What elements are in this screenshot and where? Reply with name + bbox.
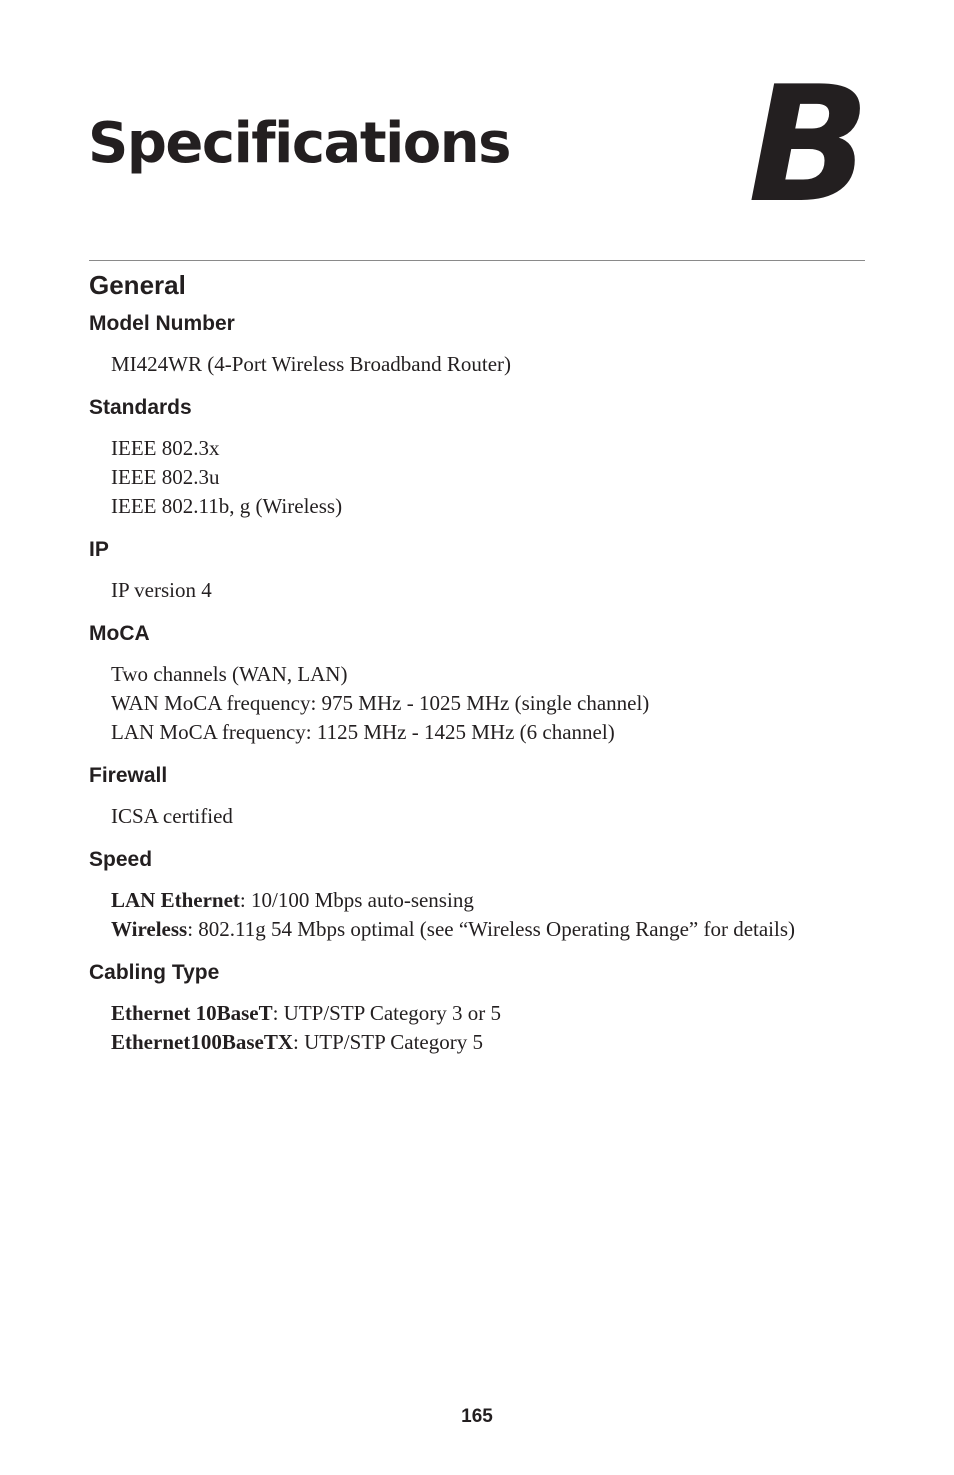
section-title: General	[89, 270, 186, 300]
spec-lines	[111, 802, 865, 831]
spec-firewall	[89, 762, 865, 831]
header-divider	[89, 260, 865, 261]
spec-heading: MoCA	[89, 622, 150, 645]
page-content	[89, 268, 865, 1072]
spec-term: LAN Ethernet	[111, 888, 240, 912]
spec-line: IEEE 802.3u	[111, 465, 220, 489]
spec-ip	[89, 536, 865, 605]
spec-line	[111, 999, 865, 1028]
spec-term: Wireless	[111, 917, 188, 941]
spec-line: IP version 4	[111, 578, 212, 602]
spec-detail: : UTP/STP Category 3 or 5	[272, 1001, 502, 1025]
chapter-letter: B	[748, 51, 866, 238]
spec-standards	[89, 394, 865, 521]
spec-line	[111, 886, 865, 915]
spec-lines	[111, 886, 865, 944]
spec-lines	[111, 576, 865, 605]
spec-detail: : UTP/STP Category 5	[293, 1030, 483, 1054]
chapter-title: Specifications	[88, 111, 510, 176]
spec-lines	[111, 660, 865, 747]
spec-moca	[89, 620, 865, 747]
spec-line: LAN MoCA frequency: 1125 MHz - 1425 MHz (6 channel)	[111, 720, 615, 744]
spec-line	[111, 915, 865, 944]
spec-heading: Cabling Type	[89, 961, 220, 984]
spec-heading: Model Number	[89, 312, 235, 335]
spec-line: ICSA certified	[111, 804, 233, 828]
spec-detail: : 10/100 Mbps auto-sensing	[239, 888, 474, 912]
spec-cabling-type	[89, 959, 865, 1057]
spec-lines	[111, 999, 865, 1057]
spec-line	[111, 1028, 865, 1057]
spec-heading: Speed	[89, 848, 153, 871]
spec-lines	[111, 434, 865, 521]
spec-detail: : 802.11g 54 Mbps optimal (see “Wireless Operating Range” for details)	[187, 917, 796, 941]
spec-line: Two channels (WAN, LAN)	[111, 662, 348, 686]
spec-heading: Standards	[89, 396, 192, 419]
spec-line: IEEE 802.3x	[111, 436, 220, 460]
spec-heading: Firewall	[89, 764, 168, 787]
spec-model-number	[89, 310, 865, 379]
spec-term: Ethernet100BaseTX	[111, 1030, 293, 1054]
spec-heading: IP	[89, 538, 109, 561]
spec-speed	[89, 846, 865, 944]
spec-term: Ethernet 10BaseT	[111, 1001, 273, 1025]
spec-line: IEEE 802.11b, g (Wireless)	[111, 494, 343, 518]
spec-lines	[111, 350, 865, 379]
spec-line: MI424WR (4-Port Wireless Broadband Router)	[111, 352, 512, 376]
spec-line: WAN MoCA frequency: 975 MHz - 1025 MHz (single channel)	[111, 691, 650, 715]
page-number: 165	[461, 1406, 493, 1427]
